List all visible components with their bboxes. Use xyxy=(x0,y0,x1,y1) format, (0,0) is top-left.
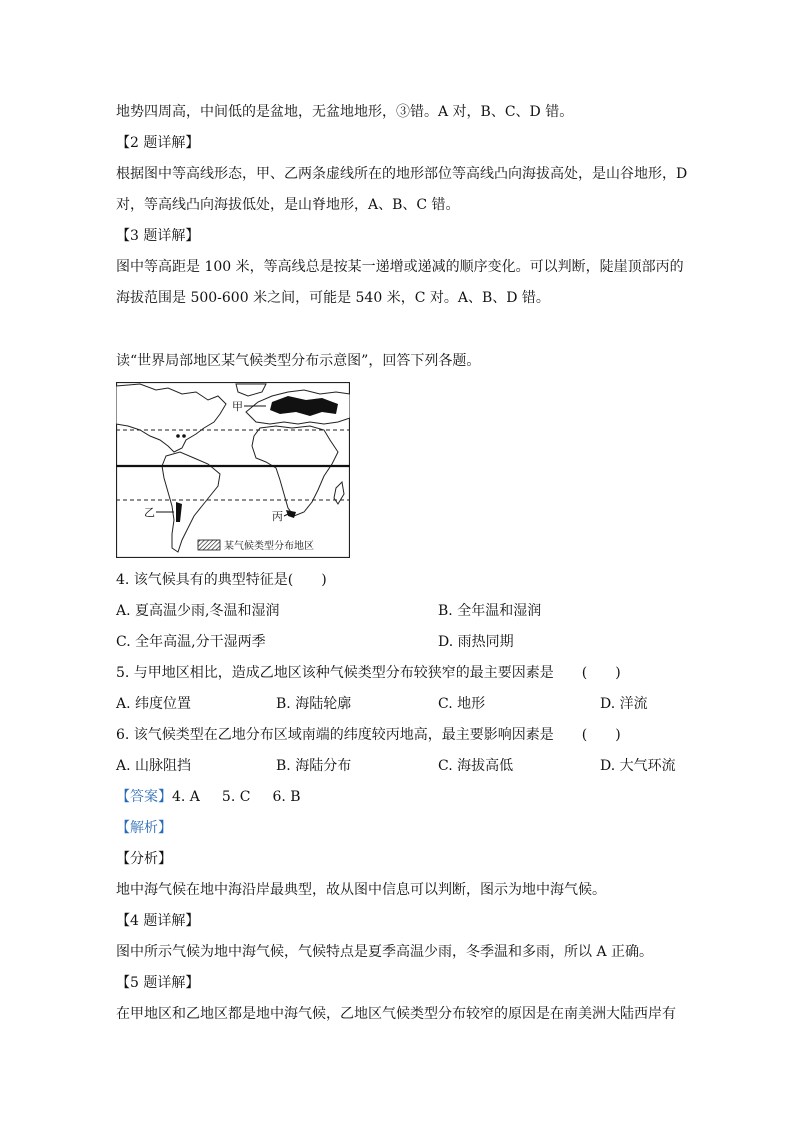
answer-6: 6. B xyxy=(272,789,301,805)
question-5-stem: 5. 与甲地区相比，造成乙地区该种气候类型分布较狭窄的最主要因素是 ( ) xyxy=(116,665,621,681)
question-6-stem: 6. 该气候类型在乙地分布区域南端的纬度较丙地高，最主要影响因素是 ( ) xyxy=(116,727,621,743)
answer-line xyxy=(116,788,301,806)
label-bing: 丙 xyxy=(272,510,283,523)
q4-option-b[interactable]: B. 全年温和湿润 xyxy=(438,603,542,619)
q6-option-d[interactable]: D. 大气环流 xyxy=(600,758,676,774)
legend-swatch xyxy=(198,540,220,550)
label-jia: 甲 xyxy=(232,400,243,413)
intro-line-1: 地势四周高，中间低的是盆地，无盆地地形，③错。A 对，B、C、D 错。 xyxy=(116,104,574,120)
q5-option-d[interactable]: D. 洋流 xyxy=(600,696,648,712)
q4-option-a[interactable]: A. 夏高温少雨,冬温和湿润 xyxy=(116,603,280,619)
q5-option-a[interactable]: A. 纬度位置 xyxy=(116,696,192,712)
reading-prompt: 读“世界局部地区某气候类型分布示意图”，回答下列各题。 xyxy=(116,353,481,369)
q3-line-1: 图中等高距是 100 米，等高线总是按某一递增或递减的顺序变化。可以判断，陡崖顶部丙的 xyxy=(116,259,684,275)
q3-heading: 【3 题详解】 xyxy=(116,228,200,244)
answer-5: 5. C xyxy=(221,789,251,805)
q3-line-2: 海拔范围是 500-600 米之间，可能是 540 米，C 对。A、B、D 错。 xyxy=(116,290,550,306)
climate-distribution-map xyxy=(116,382,350,558)
q2-line-2: 对，等高线凸向海拔低处，是山脊地形，A、B、C 错。 xyxy=(116,197,460,213)
legend-text: 某气候类型分布地区 xyxy=(224,541,314,552)
q5-option-c[interactable]: C. 地形 xyxy=(438,696,486,712)
fenxi-heading: 【分析】 xyxy=(116,851,172,867)
answer-tag: 【答案】 xyxy=(116,789,172,805)
label-yi: 乙 xyxy=(144,506,155,519)
q2-heading: 【2 题详解】 xyxy=(116,135,200,151)
q5-detail-heading: 【5 题详解】 xyxy=(116,975,200,991)
q5-detail-text: 在甲地区和乙地区都是地中海气候，乙地区气候类型分布较窄的原因是在南美洲大陆西岸有 xyxy=(116,1006,676,1022)
q6-option-b[interactable]: B. 海陆分布 xyxy=(276,758,352,774)
answer-4: 4. A xyxy=(172,789,200,805)
question-4-stem: 4. 该气候具有的典型特征是( ) xyxy=(116,572,327,588)
q5-option-b[interactable]: B. 海陆轮廓 xyxy=(276,696,352,712)
q2-line-1: 根据图中等高线形态，甲、乙两条虚线所在的地形部位等高线凸向海拔高处，是山谷地形，D xyxy=(116,166,688,182)
fenxi-text: 地中海气候在地中海沿岸最典型，故从图中信息可以判断，图示为地中海气候。 xyxy=(116,882,606,898)
q4-detail-text: 图中所示气候为地中海气候，气候特点是夏季高温少雨，冬季温和多雨，所以 A 正确。 xyxy=(116,944,654,960)
q4-option-c[interactable]: C. 全年高温,分干湿两季 xyxy=(116,634,266,650)
q6-option-c[interactable]: C. 海拔高低 xyxy=(438,758,514,774)
analysis-tag: 【解析】 xyxy=(116,820,172,836)
q4-detail-heading: 【4 题详解】 xyxy=(116,913,200,929)
q6-option-a[interactable]: A. 山脉阻挡 xyxy=(116,758,192,774)
q4-option-d[interactable]: D. 雨热同期 xyxy=(438,634,514,650)
